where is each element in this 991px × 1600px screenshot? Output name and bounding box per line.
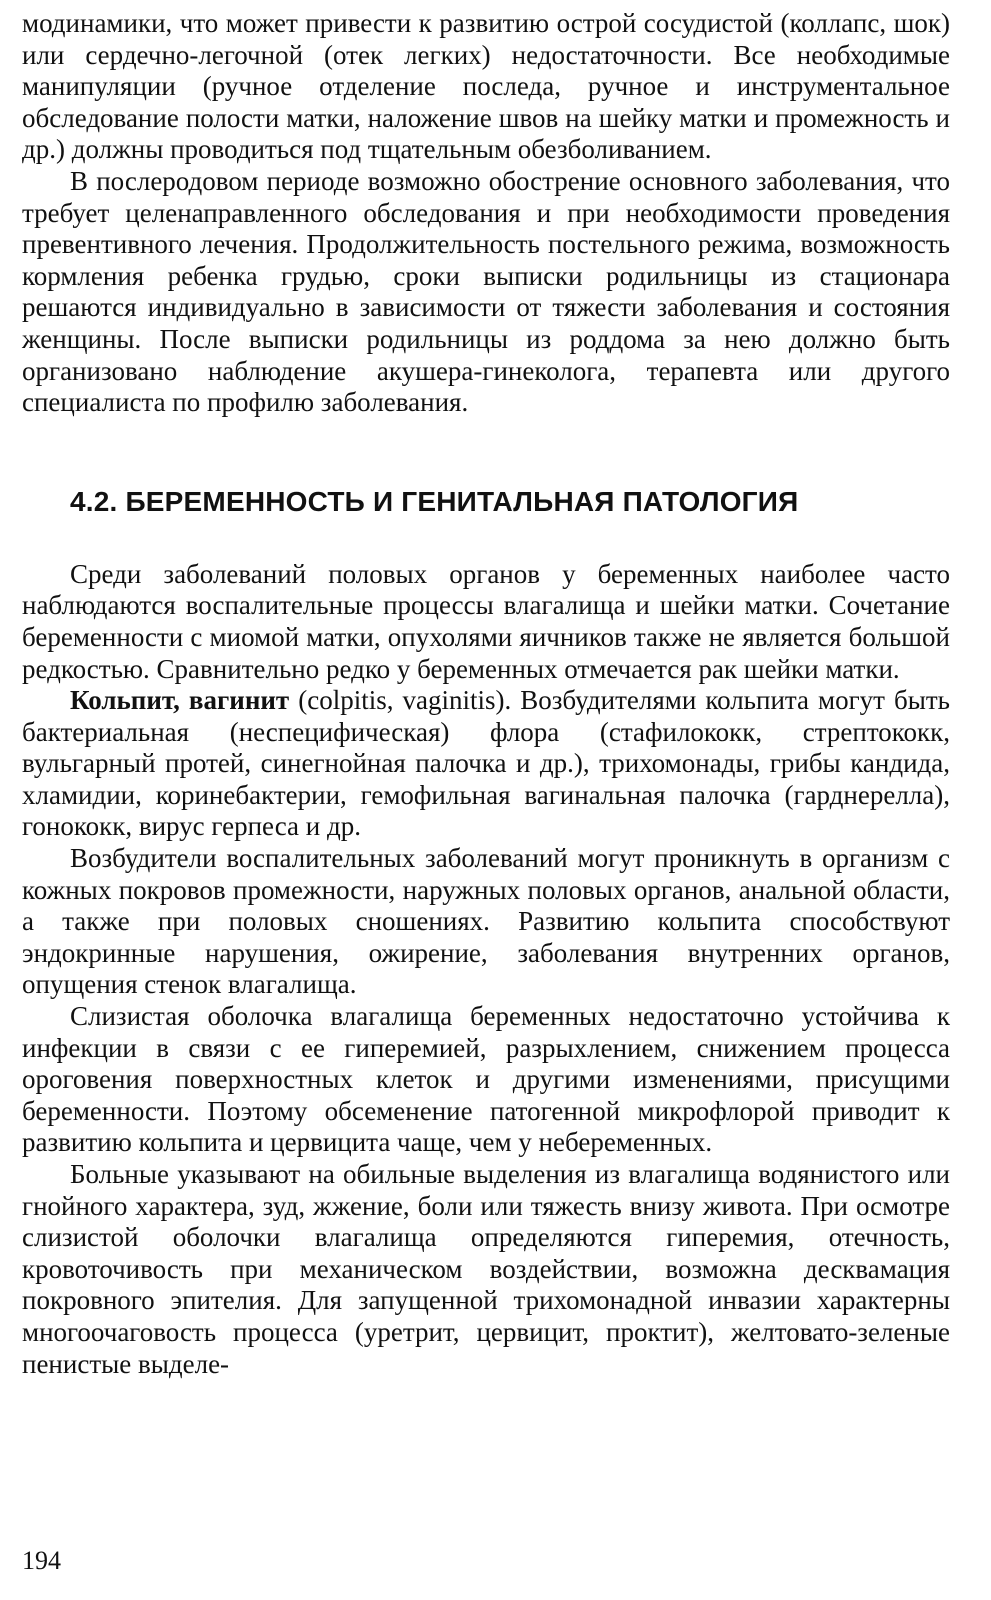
colpitis-term: Кольпит, вагинит	[70, 685, 290, 716]
page-number: 194	[22, 1546, 61, 1575]
page-body	[22, 8, 950, 1380]
paragraph-continuation: модинамики, что может привести к развитию острой сосудистой (коллапс, шок) или сердечно-легочной (отек легких) недостаточности. Все необходимые манипуляции (ручное отделение последа, ручное и инструментальное обследование полости матки, наложение швов на шейку матки и промежность и др.) должны проводиться под тщательным обезболиванием.	[22, 8, 950, 165]
paragraph-mucosa: Слизистая оболочка влагалища беременных недостаточно устойчива к инфекции в связи с ее гиперемией, разрыхлением, снижением процесса ороговения поверхностных клеток и другими изменениями, присущими беременности. Поэтому обсеменение патогенной микрофлорой приводит к развитию кольпита и цервицита чаще, чем у небеременных.	[22, 1001, 950, 1158]
paragraph-symptoms: Больные указывают на обильные выделения из влагалища водянистого или гнойного характера, зуд, жжение, боли или тяжесть внизу живота. При осмотре слизистой оболочки влагалища определяются гиперемия, отечность, кровоточивость при механическом воздействии, возможна десквамация покровного эпителия. Для запущенной трихомонадной инвазии характерны многоочаговость процесса (уретрит, цервицит, проктит), желтовато-зеленые пенистые выделе-	[22, 1159, 950, 1379]
colpitis-text: (colpitis, vaginitis). Возбудителями кольпита могут быть бактериальная (неспецифическая) флора (стафилококк, стрептококк, вульгарный протей, синегнойная палочка и др.), трихомонады, грибы кандида, хламидии, коринебактерии, гемофильная вагинальная палочка (гарднерелла), гонококк, вирус герпеса и др.	[22, 685, 950, 842]
paragraph-postpartum: В послеродовом периоде возможно обострение основного заболевания, что требует целенаправленного обследования и при необходимости проведения превентивного лечения. Продолжительность постельного режима, возможность кормления ребенка грудью, сроки выписки родильницы из стационара решаются индивидуально в зависимости от тяжести заболевания и состояния женщины. После выписки родильницы из роддома за нею должно быть организовано наблюдение акушера-гинеколога, терапевта или другого специалиста по профилю заболевания.	[22, 165, 950, 418]
section-heading: 4.2. БЕРЕМЕННОСТЬ И ГЕНИТАЛЬНАЯ ПАТОЛОГИЯ	[70, 485, 799, 517]
paragraph-pathogens: Возбудители воспалительных заболеваний могут проникнуть в организм с кожных покровов промежности, наружных половых органов, анальной области, а также при половых сношениях. Развитию кольпита способствуют эндокринные нарушения, ожирение, заболевания внутренних органов, опущения стенок влагалища.	[22, 843, 950, 1000]
paragraph-intro: Среди заболеваний половых органов у беременных наиболее часто наблюдаются воспалительные процессы влагалища и шейки матки. Сочетание беременности с миомой матки, опухолями яичников также не является большой редкостью. Сравнительно редко у беременных отмечается рак шейки матки.	[22, 558, 950, 684]
paragraph-colpitis	[22, 685, 950, 843]
